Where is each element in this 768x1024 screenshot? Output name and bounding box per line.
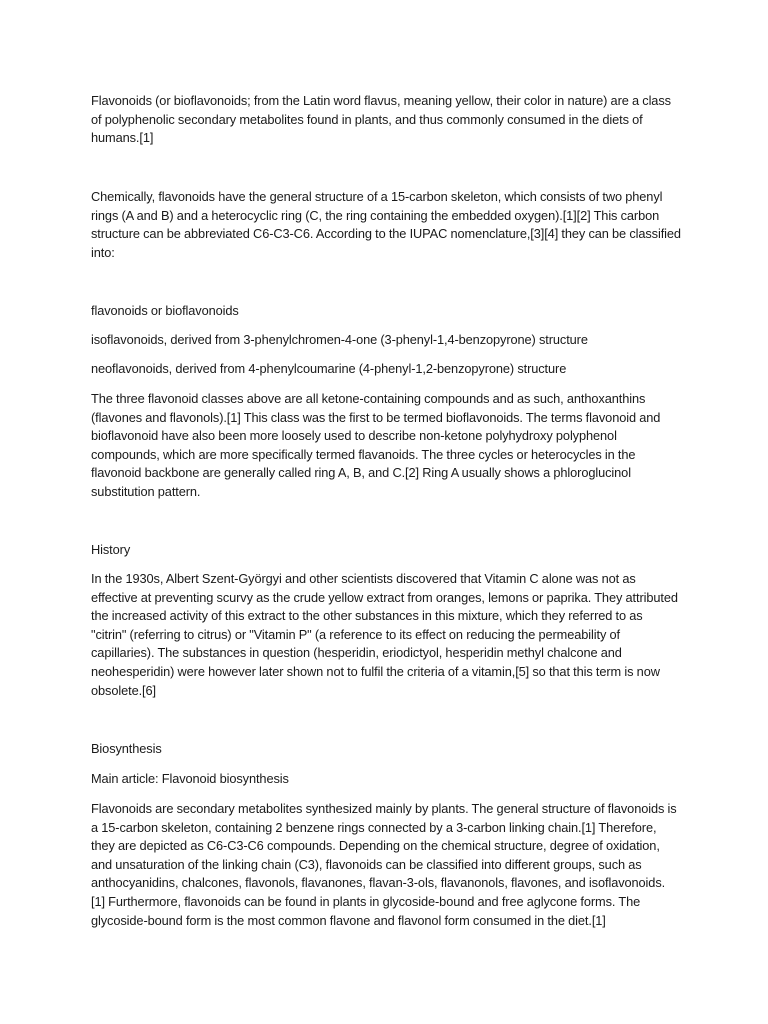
history-heading: History [91,542,131,557]
biosynthesis-paragraph: Flavonoids are secondary metabolites synthesized mainly by plants. The general structure of flavonoids is a 15-carbon skeleton, containing 2 benzene rings connected by a 3-carbon linking chain.[1] Therefore, they are depicted as C6-C3-C6 compounds. Depending on the chemical structure, degree of oxidation, and unsaturation of the linking chain (C3), flavonoids can be classified into different groups, such as anthocyanidins, chalcones, flavonols, flavanones, flavan-3-ols, flavanonols, flavones, and isoflavonoids. [1] Furthermore, flavonoids can be found in plants in glycoside-bound and free aglycone forms. The glycoside-bound form is the most common flavone and flavonol form consumed in the diet.[1] [91,801,677,928]
list-item-neoflavonoids: neoflavonoids, derived from 4-phenylcoumarine (4-phenyl-1,2-benzopyrone) structure [91,361,567,376]
classes-paragraph: The three flavonoid classes above are all ketone-containing compounds and as such, anthoxanthins (flavones and flavonols).[1] This class was the first to be termed bioflavonoids. The terms flavonoid and bioflavonoid have also been more loosely used to describe non-ketone polyhydroxy polyphenol compounds, which are more specifically termed flavanoids. The three cycles or heterocycles in the flavonoid backbone are generally called ring A, B, and C.[2] Ring A usually shows a phloroglucinol substitution pattern. [91,391,661,499]
list-item-flavonoids: flavonoids or bioflavonoids [91,303,239,318]
main-article-note: Main article: Flavonoid biosynthesis [91,771,289,786]
list-item-isoflavonoids: isoflavonoids, derived from 3-phenylchromen-4-one (3-phenyl-1,4-benzopyrone) structure [91,332,588,347]
biosynthesis-heading: Biosynthesis [91,741,162,756]
structure-paragraph: Chemically, flavonoids have the general structure of a 15-carbon skeleton, which consists of two phenyl rings (A and B) and a heterocyclic ring (C, the ring containing the embedded oxygen).[1][2] This carbon structure can be abbreviated C6-C3-C6. According to the IUPAC nomenclature,[3][4] they can be classified into: [91,189,681,260]
history-paragraph: In the 1930s, Albert Szent-Györgyi and other scientists discovered that Vitamin C alone was not as effective at preventing scurvy as the crude yellow extract from oranges, lemons or paprika. They attributed the increased activity of this extract to the other substances in this mixture, which they referred to as "citrin" (referring to citrus) or "Vitamin P" (a reference to its effect on reducing the permeability of capillaries). The substances in question (hesperidin, eriodictyol, hesperidin methyl chalcone and neohesperidin) were however later shown not to fulfil the criteria of a vitamin,[5] so that this term is now obsolete.[6] [91,571,678,698]
intro-paragraph: Flavonoids (or bioflavonoids; from the Latin word flavus, meaning yellow, their color in nature) are a class of polyphenolic secondary metabolites found in plants, and thus commonly consumed in the diets of humans.[1] [91,93,671,146]
